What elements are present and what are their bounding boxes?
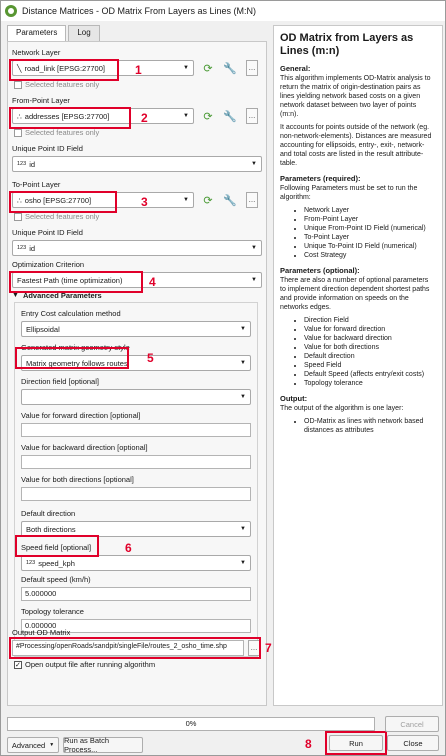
to-id-combo[interactable] — [12, 240, 262, 256]
list-item: • Network Layer — [304, 206, 436, 215]
line-layer-icon: ╲ — [17, 63, 22, 73]
advanced-header-label: Advanced Parameters — [22, 291, 102, 300]
annotation-box — [9, 59, 119, 81]
annotation-number: 2 — [141, 111, 148, 125]
help-required-heading: Parameters (required): — [280, 174, 361, 183]
list-item: • Topology tolerance — [304, 379, 436, 388]
iterate-icon[interactable]: ⟳ — [203, 62, 213, 75]
list-item: • Unique From-Point ID Field (numerical) — [304, 224, 436, 233]
output-label: Output OD Matrix — [12, 628, 71, 637]
from-selected-only-label: Selected features only — [25, 128, 100, 137]
collapse-triangle-icon: ▼ — [12, 292, 19, 299]
optimization-label: Optimization Criterion — [12, 260, 85, 269]
annotation-box — [15, 347, 129, 369]
checkbox-icon — [14, 81, 22, 89]
run-button[interactable]: Run — [329, 735, 383, 751]
optimization-value: Fastest Path (time optimization) — [17, 275, 123, 285]
advanced-button[interactable] — [7, 737, 59, 753]
list-item: • From-Point Layer — [304, 215, 436, 224]
chevron-down-icon: ▼ — [183, 65, 189, 71]
from-point-value: addresses [EPSG:27700] — [24, 111, 110, 121]
default-speed-input[interactable]: 5.000000 — [21, 587, 251, 601]
list-item: • To-Point Layer — [304, 233, 436, 242]
list-item: • Unique To-Point ID Field (numerical) — [304, 242, 436, 251]
forward-input[interactable] — [21, 423, 251, 437]
from-point-label: From-Point Layer — [12, 96, 70, 105]
list-item: • Default Speed (affects entry/exit costs) — [304, 370, 436, 379]
chevron-down-icon: ▼ — [183, 197, 189, 203]
help-optional-heading: Parameters (optional): — [280, 266, 360, 275]
backward-input[interactable] — [21, 455, 251, 469]
both-input[interactable] — [21, 487, 251, 501]
chevron-down-icon: ▼ — [251, 245, 257, 251]
open-after-checkbox[interactable] — [14, 660, 155, 669]
direction-field-label: Direction field [optional] — [21, 377, 99, 386]
annotation-number: 6 — [125, 541, 132, 555]
network-selected-only-label: Selected features only — [25, 80, 100, 89]
output-path-value: #Processing/openRoads/sandpit/singleFile/routes_2_osho_time.shp — [16, 643, 227, 650]
help-output-text: The output of the algorithm is one layer: — [280, 405, 404, 412]
point-layer-icon: ∴ — [17, 111, 22, 121]
chevron-down-icon: ▼ — [240, 560, 246, 566]
geometry-style-label: Generated matrix geometry style — [21, 343, 130, 352]
from-id-combo[interactable] — [12, 156, 262, 172]
iterate-icon[interactable]: ⟳ — [203, 110, 213, 123]
tolerance-label: Topology tolerance — [21, 607, 84, 616]
title-bar — [1, 1, 445, 21]
annotation-box — [9, 637, 261, 659]
annotation-number: 3 — [141, 195, 148, 209]
tab-parameters[interactable]: Parameters — [7, 25, 66, 41]
annotation-number: 8 — [305, 737, 312, 751]
chevron-down-icon: ▼ — [49, 742, 55, 748]
direction-field-combo[interactable] — [21, 389, 251, 405]
tab-log[interactable]: Log — [68, 25, 99, 41]
wrench-icon[interactable]: 🔧 — [223, 62, 237, 75]
browse-output-button[interactable]: … — [248, 640, 260, 656]
list-item: • Value for both directions — [304, 343, 436, 352]
annotation-box — [9, 271, 143, 293]
open-after-label: Open output file after running algorithm — [25, 660, 156, 669]
chevron-down-icon: ▼ — [251, 161, 257, 167]
to-id-value: id — [29, 243, 36, 253]
chevron-down-icon: ▼ — [240, 360, 246, 366]
entry-cost-label: Entry Cost calculation method — [21, 309, 121, 318]
speed-field-value: speed_kph — [38, 558, 75, 568]
help-output-heading: Output: — [280, 394, 308, 403]
annotation-box — [15, 535, 99, 557]
numeric-field-icon: 123 — [26, 560, 36, 566]
help-output-list — [280, 417, 436, 435]
parameters-panel — [7, 41, 267, 706]
to-point-value: osho [EPSG:27700] — [24, 195, 92, 205]
batch-process-button[interactable]: Run as Batch Process... — [63, 737, 143, 753]
annotation-number: 1 — [135, 63, 142, 77]
speed-field-combo[interactable] — [21, 555, 251, 571]
chevron-down-icon: ▼ — [240, 394, 246, 400]
chevron-down-icon: ▼ — [183, 113, 189, 119]
to-selected-only-label: Selected features only — [25, 212, 100, 221]
tolerance-input[interactable]: 0.000000 — [21, 619, 251, 633]
annotation-number: 5 — [147, 351, 154, 365]
help-optional-text: There are also a number of optional parameters to implement direction dependent shortest paths and provide information on speeds on the networks edges. — [280, 277, 430, 311]
annotation-number: 7 — [265, 641, 272, 655]
help-optional-list — [280, 316, 436, 388]
forward-label: Value for forward direction [optional] — [21, 411, 141, 420]
network-layer-label: Network Layer — [12, 48, 61, 57]
annotation-number: 4 — [149, 275, 156, 289]
iterate-icon[interactable]: ⟳ — [203, 194, 213, 207]
close-button[interactable]: Close — [387, 735, 439, 751]
qgis-logo-icon — [5, 5, 17, 17]
speed-field-label: Speed field [optional] — [21, 543, 92, 552]
list-item: • Value for forward direction — [304, 325, 436, 334]
annotation-box — [9, 107, 131, 129]
default-direction-value: Both directions — [26, 524, 76, 534]
progress-bar: 0% — [7, 717, 375, 731]
from-selected-only[interactable] — [14, 128, 99, 137]
browse-to-button[interactable]: … — [246, 192, 258, 208]
help-required-list — [280, 206, 436, 260]
default-speed-label: Default speed (km/h) — [21, 575, 91, 584]
point-layer-icon: ∴ — [17, 195, 22, 205]
wrench-icon[interactable]: 🔧 — [223, 110, 237, 123]
network-selected-only[interactable] — [14, 80, 99, 89]
help-general-text: This algorithm implements OD-Matrix analysis to return the matrix of origin-destination pairs as lines yielding network based costs on a given network dataset between two layer of points (m:n). — [280, 75, 431, 118]
to-id-label: Unique Point ID Field — [12, 228, 83, 237]
backward-label: Value for backward direction [optional] — [21, 443, 148, 452]
list-item: • Cost Strategy — [304, 251, 436, 260]
list-item: • Speed Field — [304, 361, 436, 370]
help-panel — [273, 25, 443, 706]
entry-cost-combo[interactable] — [21, 321, 251, 337]
to-selected-only[interactable] — [14, 212, 99, 221]
list-item: • Direction Field — [304, 316, 436, 325]
numeric-field-icon: 123 — [17, 161, 27, 167]
list-item: • Default direction — [304, 352, 436, 361]
browse-network-button[interactable]: … — [246, 60, 258, 76]
help-required-text: Following Parameters must be set to run the algorithm: — [280, 185, 418, 201]
to-point-label: To-Point Layer — [12, 180, 61, 189]
advanced-button-label: Advanced — [11, 740, 46, 750]
network-layer-value: road_link [EPSG:27700] — [24, 63, 105, 73]
geometry-style-value: Matrix geometry follows routes — [26, 358, 128, 368]
wrench-icon[interactable]: 🔧 — [223, 194, 237, 207]
chevron-down-icon: ▼ — [240, 526, 246, 532]
from-id-label: Unique Point ID Field — [12, 144, 83, 153]
help-general-text-2: It accounts for points outside of the network (eg. non-network-elements). Distances are measured accounting for ellipsoids, entry-, exit-, network- and total costs are listed in the result attribute-table. — [280, 124, 432, 167]
both-label: Value for both directions [optional] — [21, 475, 134, 484]
chevron-down-icon: ▼ — [251, 277, 257, 283]
window-title: Distance Matrices - OD Matrix From Layers as Lines (M:N) — [22, 6, 257, 16]
browse-from-button[interactable]: … — [246, 108, 258, 124]
default-direction-label: Default direction — [21, 509, 76, 518]
cancel-button[interactable]: Cancel — [385, 716, 439, 732]
help-title: OD Matrix from Layers as Lines (m:n) — [280, 32, 414, 57]
tab-bar — [7, 25, 102, 41]
help-general-heading: General: — [280, 64, 311, 73]
chevron-down-icon: ▼ — [240, 326, 246, 332]
checkbox-icon — [14, 129, 22, 137]
list-item: • OD-Matrix as lines with network based distances as attributes — [304, 417, 436, 435]
annotation-box — [9, 191, 117, 213]
list-item: • Value for backward direction — [304, 334, 436, 343]
checkbox-icon — [14, 213, 22, 221]
from-id-value: id — [29, 159, 36, 169]
entry-cost-value: Ellipsoidal — [26, 324, 60, 334]
numeric-field-icon: 123 — [17, 245, 27, 251]
checkbox-icon — [14, 661, 22, 669]
